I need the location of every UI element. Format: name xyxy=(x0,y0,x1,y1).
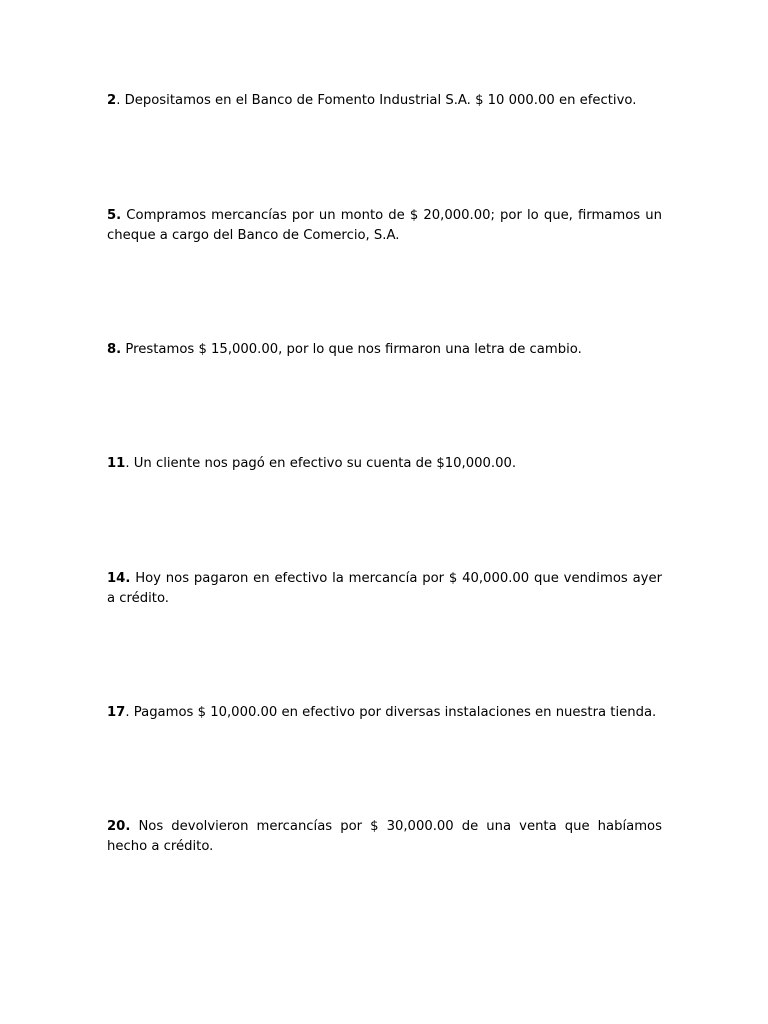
item-number: 8. xyxy=(107,342,122,357)
exercise-item-17 xyxy=(107,703,662,723)
exercise-item-14 xyxy=(107,569,662,609)
item-punctuation: . xyxy=(125,705,134,720)
item-number: 5. xyxy=(107,208,122,223)
item-text: Hoy nos pagaron en efectivo la mercancía por $ 40,000.00 que vendimos ayer a crédito. xyxy=(107,571,662,606)
exercise-item-2 xyxy=(107,91,662,111)
item-text: Prestamos $ 15,000.00, por lo que nos firmaron una letra de cambio. xyxy=(125,342,582,357)
item-text: Pagamos $ 10,000.00 en efectivo por diversas instalaciones en nuestra tienda. xyxy=(133,705,657,720)
item-text: Un cliente nos pagó en efectivo su cuenta de $10,000.00. xyxy=(133,456,517,471)
exercise-item-5 xyxy=(107,206,662,246)
item-punctuation: . xyxy=(116,93,125,108)
item-number: 14. xyxy=(107,571,131,586)
item-number: 20. xyxy=(107,819,131,834)
item-text: Nos devolvieron mercancías por $ 30,000.00 de una venta que habíamos hecho a crédito. xyxy=(107,819,662,854)
exercise-item-8 xyxy=(107,340,662,360)
item-number: 17 xyxy=(107,705,126,720)
item-text: Compramos mercancías por un monto de $ 20,000.00; por lo que, firmamos un cheque a cargo del Banco de Comercio, S.A. xyxy=(107,208,662,243)
item-text: Depositamos en el Banco de Fomento Industrial S.A. $ 10 000.00 en efectivo. xyxy=(124,93,637,108)
exercise-item-20 xyxy=(107,817,662,857)
item-number: 11 xyxy=(107,456,126,471)
exercise-item-11 xyxy=(107,454,662,474)
item-punctuation: . xyxy=(125,456,134,471)
item-number: 2 xyxy=(107,93,117,108)
